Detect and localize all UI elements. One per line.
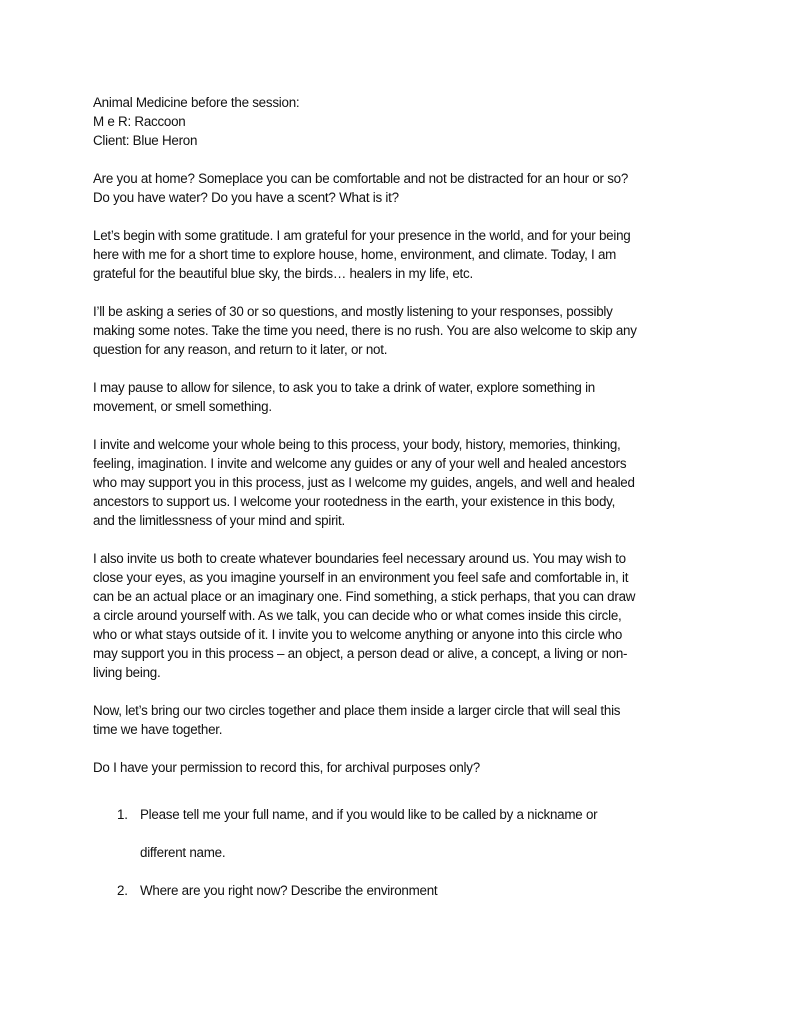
paragraph-setting-check <box>93 169 705 207</box>
paragraph-line: feeling, imagination. I invite and welcome any guides or any of your well and healed ancestors <box>93 456 627 471</box>
paragraph-line: and the limitlessness of your mind and spirit. <box>93 513 345 528</box>
paragraph-line: question for any reason, and return to it later, or not. <box>93 342 388 357</box>
paragraph-line: who or what stays outside of it. I invite you to welcome anything or anyone into this circle who <box>93 627 623 642</box>
paragraph-line: movement, or smell something. <box>93 399 272 414</box>
paragraph-line: Do I have your permission to record this, for archival purposes only? <box>93 760 480 775</box>
paragraph-line: time we have together. <box>93 722 223 737</box>
paragraph-line: Let’s begin with some gratitude. I am grateful for your presence in the world, and for your being <box>93 228 631 243</box>
paragraph-line: Are you at home? Someplace you can be comfortable and not be distracted for an hour or so? <box>93 171 629 186</box>
question-item <box>93 872 705 910</box>
paragraph-line: grateful for the beautiful blue sky, the birds… healers in my life, etc. <box>93 266 473 281</box>
me-r-animal: M e R: Raccoon <box>93 114 186 129</box>
paragraph-line: I also invite us both to create whatever boundaries feel necessary around us. You may wish to <box>93 551 626 566</box>
paragraph-line: I’ll be asking a series of 30 or so questions, and mostly listening to your responses, possibly <box>93 304 613 319</box>
paragraph-permission <box>93 758 705 777</box>
question-item <box>93 796 705 872</box>
paragraph-questions-intro <box>93 302 705 359</box>
paragraph-line: I may pause to allow for silence, to ask you to take a drink of water, explore something in <box>93 380 595 395</box>
question-line: Please tell me your full name, and if you would like to be called by a nickname or <box>140 807 598 822</box>
paragraph-line: a circle around yourself with. As we talk, you can decide who or what comes inside this circle, <box>93 608 622 623</box>
questions-list <box>93 796 705 910</box>
document-page <box>93 93 705 910</box>
paragraph-line: who may support you in this process, just as I welcome my guides, angels, and well and healed <box>93 475 635 490</box>
paragraph-line: living being. <box>93 665 161 680</box>
question-number: 2. <box>117 883 128 898</box>
paragraph-line: Do you have water? Do you have a scent? What is it? <box>93 190 399 205</box>
question-line: Where are you right now? Describe the environment <box>140 883 438 898</box>
question-number: 1. <box>117 807 128 822</box>
paragraph-line: can be an actual place or an imaginary one. Find something, a stick perhaps, that you can draw <box>93 589 636 604</box>
paragraph-circles <box>93 701 705 739</box>
document-title: Animal Medicine before the session: <box>93 95 300 110</box>
document-header <box>93 93 705 150</box>
paragraph-gratitude <box>93 226 705 283</box>
paragraph-line: I invite and welcome your whole being to this process, your body, history, memories, thinking, <box>93 437 621 452</box>
paragraph-line: ancestors to support us. I welcome your rootedness in the earth, your existence in this body, <box>93 494 616 509</box>
paragraph-line: close your eyes, as you imagine yourself in an environment you feel safe and comfortable in, it <box>93 570 629 585</box>
paragraph-pause <box>93 378 705 416</box>
client-animal: Client: Blue Heron <box>93 133 198 148</box>
paragraph-line: may support you in this process – an object, a person dead or alive, a concept, a living or non- <box>93 646 628 661</box>
question-line: different name. <box>140 845 226 860</box>
paragraph-line: Now, let’s bring our two circles together and place them inside a larger circle that will seal this <box>93 703 621 718</box>
paragraph-line: here with me for a short time to explore house, home, environment, and climate. Today, I am <box>93 247 617 262</box>
paragraph-invitation <box>93 435 705 530</box>
paragraph-boundaries <box>93 549 705 682</box>
paragraph-line: making some notes. Take the time you need, there is no rush. You are also welcome to skip any <box>93 323 637 338</box>
